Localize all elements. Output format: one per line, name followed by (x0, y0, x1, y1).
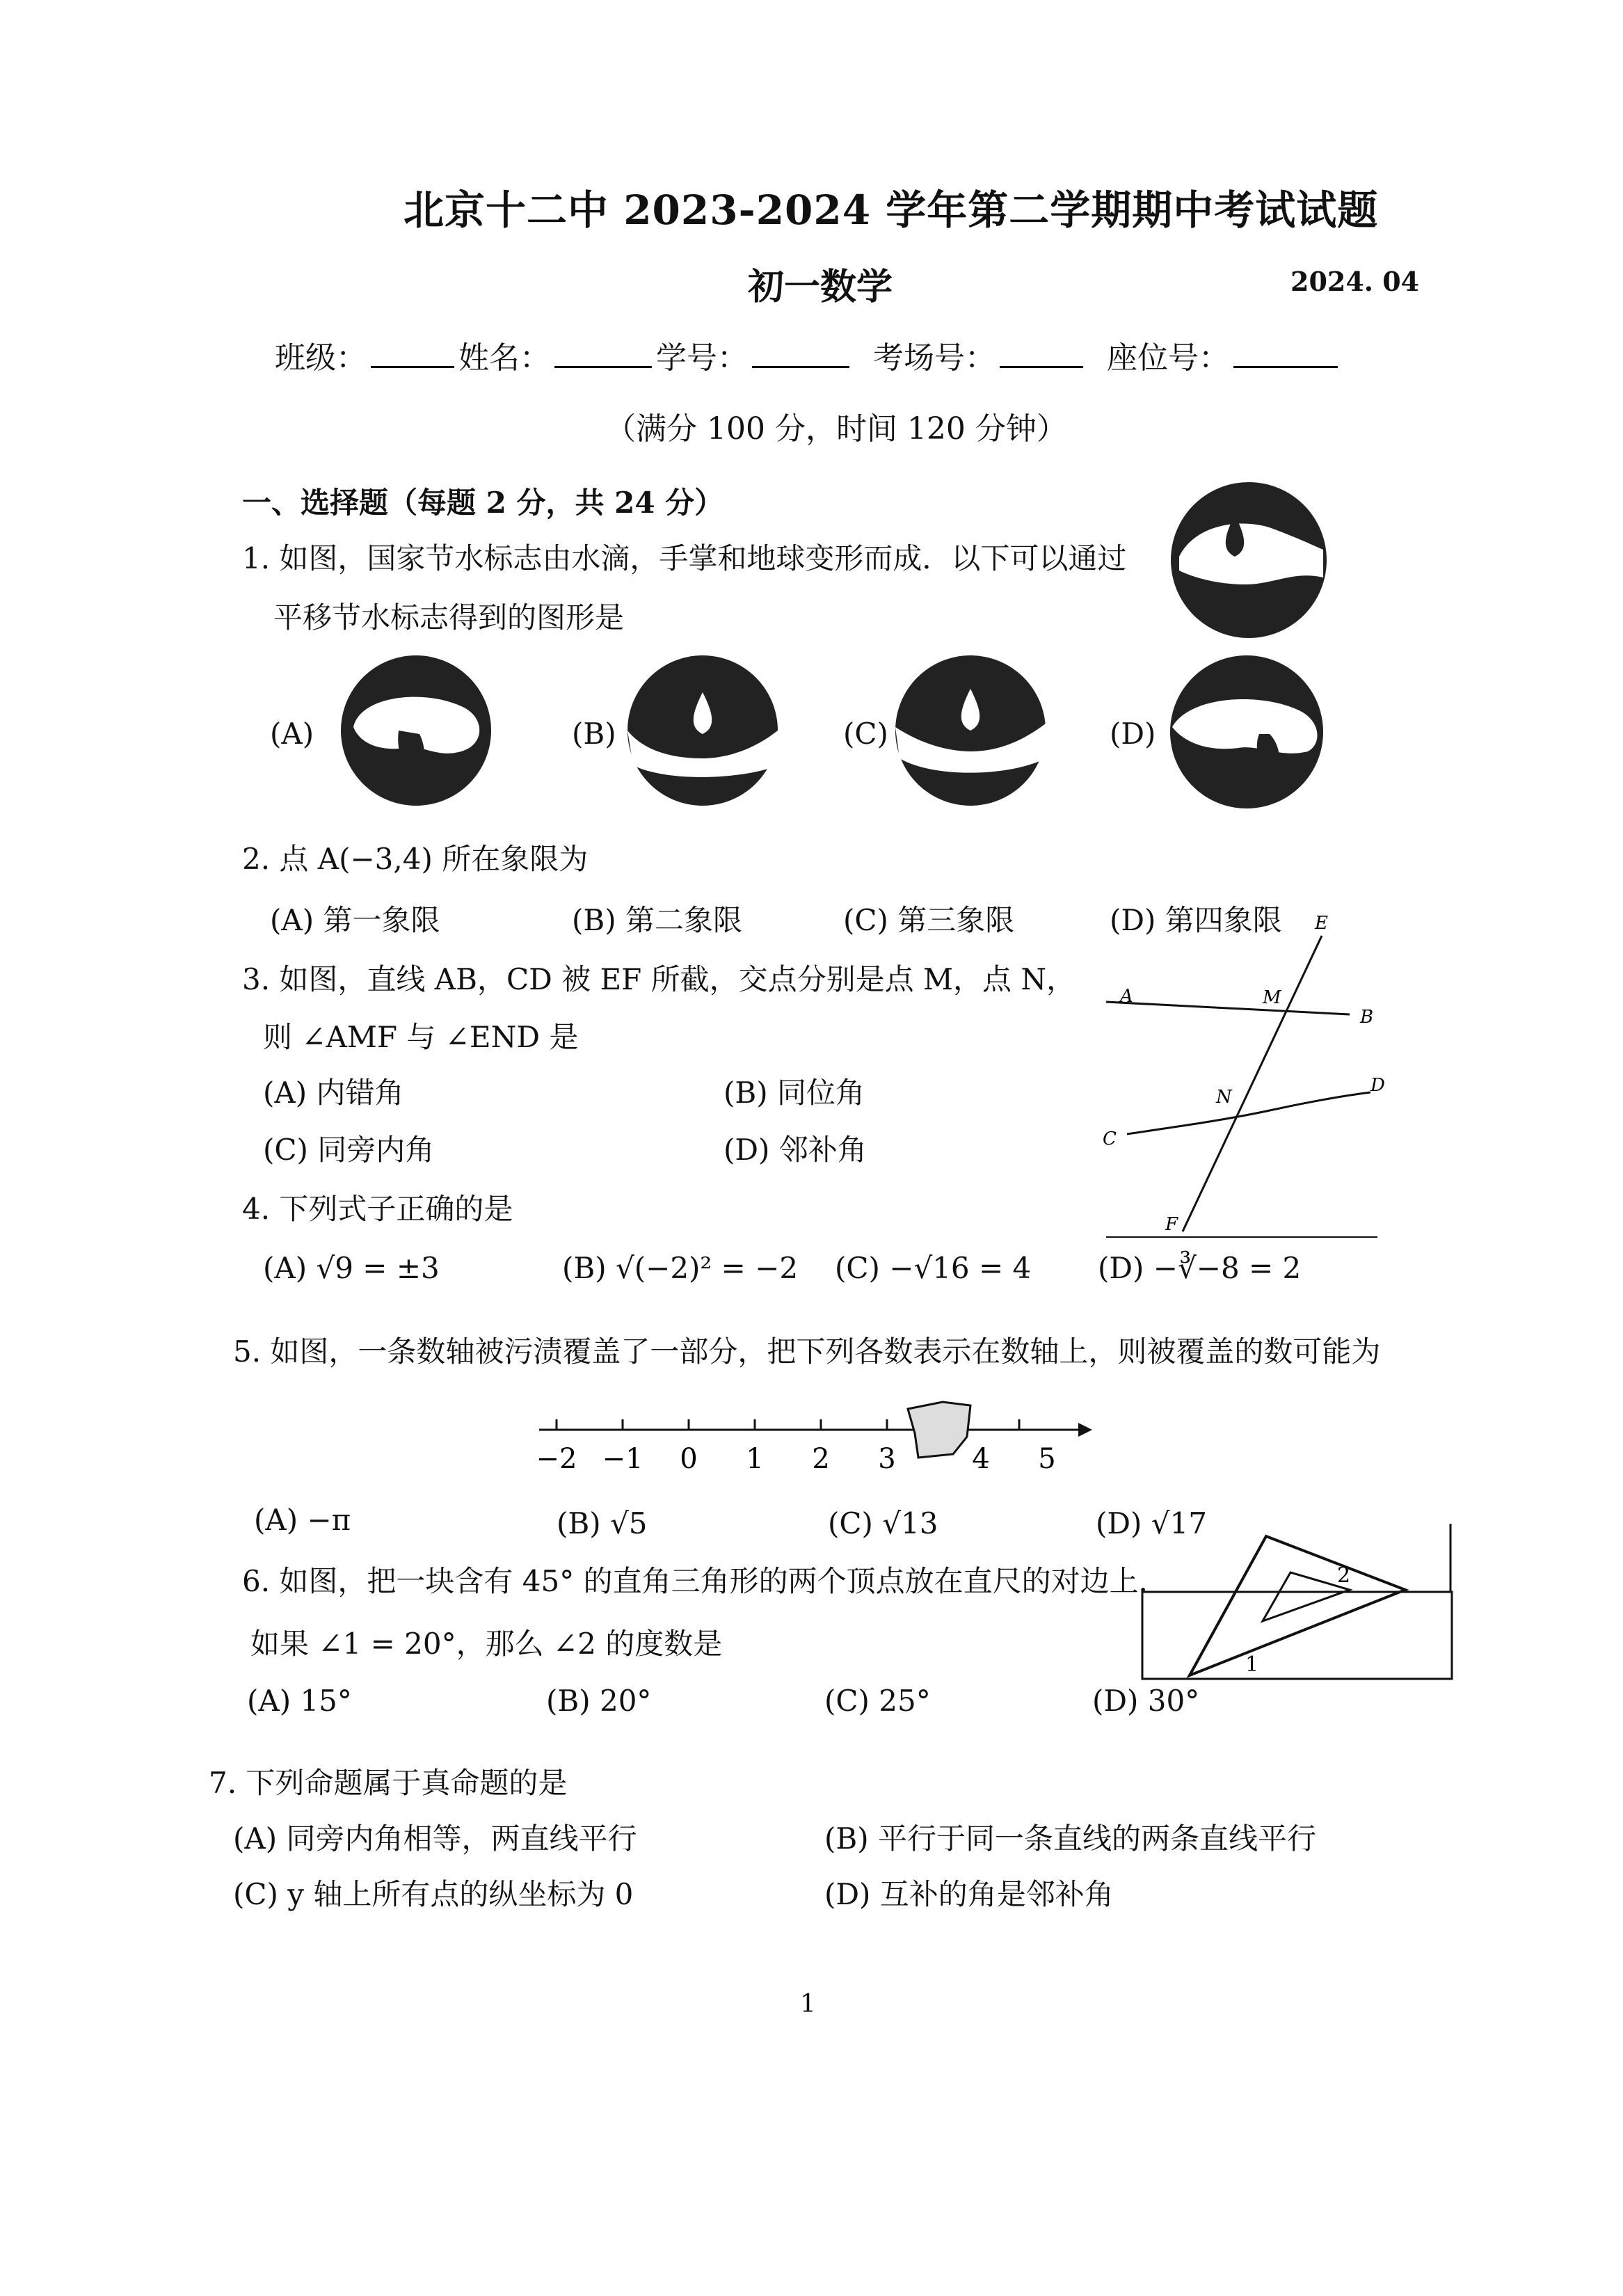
q6-option-a[interactable]: (A) 15° (247, 1684, 352, 1718)
exam-room-label: 考场号： (872, 340, 996, 376)
q7-stem: 7. 下列命题属于真命题的是 (209, 1766, 568, 1800)
q4-option-d[interactable]: (D) −∛−8 = 2 (1098, 1251, 1302, 1285)
score-note: （满分 100 分，时间 120 分钟） (605, 411, 1067, 447)
q6-option-c[interactable]: (C) 25° (824, 1684, 931, 1718)
q6-stem-line1: 6. 如图，把一块含有 45° 的直角三角形的两个顶点放在直尺的对边上． (242, 1564, 1168, 1598)
q1-label-b: (B) (572, 717, 616, 751)
q2-stem: 2. 点 A(−3,4) 所在象限为 (242, 842, 589, 876)
q5-option-a[interactable]: (A) −π (254, 1503, 351, 1537)
tick-label: 4 (972, 1443, 990, 1475)
tick-label: 3 (878, 1443, 896, 1475)
q3-option-b[interactable]: (B) 同位角 (723, 1076, 865, 1110)
q2-option-c[interactable]: (C) 第三象限 (843, 903, 1015, 937)
tick-label: −1 (602, 1443, 643, 1475)
q2-option-d[interactable]: (D) 第四象限 (1110, 903, 1282, 937)
q5-option-d[interactable]: (D) √17 (1096, 1506, 1208, 1540)
q3-option-c[interactable]: (C) 同旁内角 (263, 1133, 435, 1167)
q1-stem-line1: 1. 如图，国家节水标志由水滴，手掌和地球变形而成．以下可以通过 (242, 541, 1127, 575)
student-id-label: 学号： (656, 340, 748, 376)
stain-blot (908, 1402, 970, 1458)
class-blank[interactable] (371, 342, 454, 368)
q6-option-d[interactable]: (D) 30° (1092, 1684, 1200, 1718)
q3-stem-line1: 3. 如图，直线 AB，CD 被 EF 所截，交点分别是点 M，点 N， (242, 962, 1076, 996)
tick-label: 1 (746, 1443, 764, 1475)
q7-option-a[interactable]: (A) 同旁内角相等，两直线平行 (233, 1821, 637, 1856)
label-b: B (1360, 1007, 1374, 1028)
exam-title: 北京十二中 2023-2024 学年第二学期期中考试试题 (403, 186, 1379, 234)
label-f: F (1165, 1214, 1178, 1235)
q1-option-a-figure[interactable] (339, 654, 493, 807)
q6-option-b[interactable]: (B) 20° (546, 1684, 652, 1718)
q7-option-b[interactable]: (B) 平行于同一条直线的两条直线平行 (824, 1821, 1316, 1856)
line-ef (1183, 936, 1322, 1231)
q5-number-line (536, 1392, 1092, 1489)
q3-figure-transversal (1099, 904, 1391, 1238)
q5-option-c[interactable]: (C) √13 (828, 1506, 938, 1540)
q6-figure-ruler-triangle (1141, 1524, 1461, 1684)
q4-option-a[interactable]: (A) √9 = ±3 (263, 1251, 440, 1285)
student-info-row (275, 333, 1342, 377)
q1-option-c-figure[interactable] (894, 654, 1047, 807)
page-number: 1 (800, 1990, 816, 2018)
line-ab (1106, 1002, 1350, 1014)
q1-label-d: (D) (1110, 717, 1156, 751)
exam-room-blank[interactable] (1000, 342, 1083, 368)
ruler (1142, 1592, 1452, 1679)
student-id-blank[interactable] (752, 342, 849, 368)
q4-option-c[interactable]: (C) −√16 = 4 (835, 1251, 1032, 1285)
q5-stem: 5. 如图，一条数轴被污渍覆盖了一部分，把下列各数表示在数轴上，则被覆盖的数可能为 (233, 1334, 1381, 1369)
label-n: N (1216, 1087, 1232, 1108)
q2-option-b[interactable]: (B) 第二象限 (572, 903, 742, 937)
section-title: 一、选择题（每题 2 分，共 24 分） (242, 486, 724, 520)
label-c: C (1103, 1129, 1117, 1149)
exam-date: 2024. 04 (1290, 266, 1420, 297)
tick-label: 0 (680, 1443, 698, 1475)
q1-stem-line2: 平移节水标志得到的图形是 (273, 600, 625, 635)
q3-stem-line2: 则 ∠AMF 与 ∠END 是 (263, 1020, 579, 1054)
q1-label-c: (C) (843, 717, 888, 751)
line-cd (1127, 1092, 1370, 1134)
subject-title: 初一数学 (748, 266, 893, 308)
q4-stem: 4. 下列式子正确的是 (242, 1192, 513, 1226)
seat-label: 座位号： (1106, 340, 1229, 376)
tick-label: −2 (536, 1443, 577, 1475)
name-label: 姓名： (458, 340, 550, 376)
label-e: E (1315, 913, 1328, 934)
water-saving-logo (1169, 480, 1329, 640)
q4-option-b[interactable]: (B) √(−2)² = −2 (562, 1251, 799, 1285)
arrow-icon (1078, 1423, 1092, 1437)
angle-2-label: 2 (1337, 1563, 1351, 1588)
q6-stem-line2: 如果 ∠1 = 20°，那么 ∠2 的度数是 (250, 1627, 723, 1661)
label-m: M (1263, 987, 1281, 1008)
q1-label-a: (A) (270, 717, 314, 751)
label-d: D (1370, 1075, 1385, 1096)
q3-option-a[interactable]: (A) 内错角 (263, 1076, 404, 1110)
triangle-outer (1190, 1536, 1405, 1675)
q3-option-d[interactable]: (D) 邻补角 (723, 1133, 867, 1167)
q2-option-a[interactable]: (A) 第一象限 (270, 903, 440, 937)
q5-option-b[interactable]: (B) √5 (557, 1506, 648, 1540)
q1-option-b-figure[interactable] (626, 654, 779, 807)
name-blank[interactable] (554, 342, 652, 368)
q1-option-d-figure[interactable] (1169, 654, 1325, 811)
seat-blank[interactable] (1233, 342, 1338, 368)
angle-1-label: 1 (1245, 1652, 1259, 1677)
class-label: 班级： (275, 340, 367, 376)
tick-label: 2 (812, 1443, 830, 1475)
q7-option-c[interactable]: (C) y 轴上所有点的纵坐标为 0 (233, 1877, 634, 1911)
label-a: A (1120, 986, 1133, 1007)
q7-option-d[interactable]: (D) 互补的角是邻补角 (824, 1877, 1114, 1911)
tick-label: 5 (1038, 1443, 1056, 1475)
